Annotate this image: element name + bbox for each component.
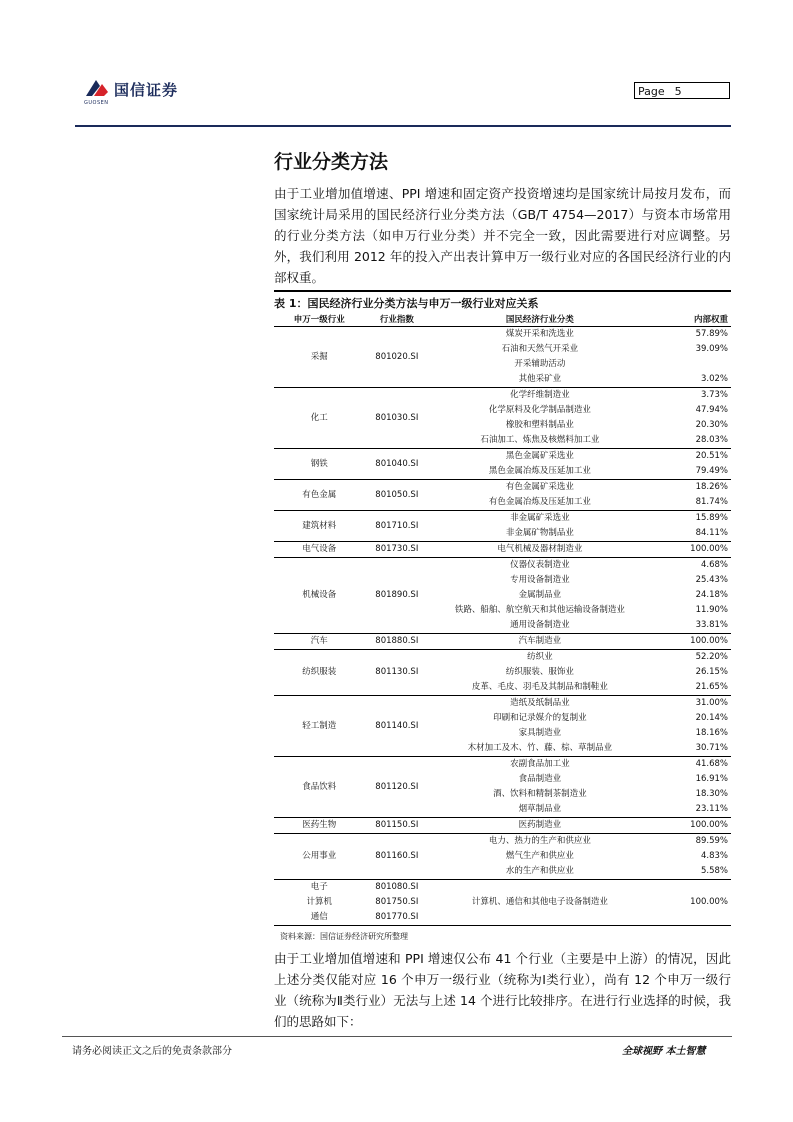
sub-industry-cell: 非金属矿物制品业 [505, 528, 574, 538]
weight-cell: 18.26% [651, 480, 731, 496]
industry-cell [274, 880, 364, 926]
weight-cell: 25.43% [695, 575, 728, 585]
table-row [274, 650, 731, 666]
weight-cell: 5.58% [700, 866, 728, 876]
table-row [274, 388, 731, 404]
page-number: 5 [674, 85, 682, 98]
weight-cell: 57.89% [651, 327, 731, 343]
sub-industry-cell: 木材加工及木、竹、藤、棕、草制品业 [467, 743, 613, 753]
index-cell: 801040.SI [364, 449, 429, 480]
table-header-row [274, 311, 731, 327]
weight-cell: 15.89% [651, 511, 731, 527]
index-cell: 801030.SI [364, 388, 429, 449]
weight-cell: 89.59% [651, 834, 731, 850]
sub-industry-cell: 酒、饮料和精制茶制造业 [493, 789, 587, 799]
weight-cell: 39.09% [695, 344, 728, 354]
index-cell: 801730.SI [364, 542, 429, 558]
table-row [274, 696, 731, 712]
sub-industry-cell: 开采辅助活动 [514, 359, 566, 369]
header-cell: 行业指数 [364, 311, 429, 327]
sub-industry-cell: 汽车制造业 [429, 634, 650, 650]
index-cell: 801140.SI [364, 696, 429, 757]
weight-cell: 84.11% [695, 528, 728, 538]
sub-industry-cell: 石油和天然气开采业 [501, 344, 579, 354]
sub-industry-cell: 金属制品业 [518, 590, 562, 600]
industry-cell: 食品饮料 [274, 757, 364, 818]
weight-cell: 4.68% [651, 558, 731, 574]
company-logo [84, 76, 204, 106]
sub-industry-cell: 通用设备制造业 [510, 620, 570, 630]
weight-cell: 100.00% [651, 634, 731, 650]
sub-industry-cell: 橡胶和塑料制品业 [505, 420, 574, 430]
index-cell: 801710.SI [364, 511, 429, 542]
weight-cell: 100.00% [651, 880, 731, 926]
industry-cell: 公用事业 [274, 834, 364, 880]
industry-cell: 建筑材料 [274, 511, 364, 542]
index-cell: 801050.SI [364, 480, 429, 511]
sub-industry-cell: 计算机、通信和其他电子设备制造业 [429, 880, 650, 926]
industry-name: 通信 [310, 912, 328, 922]
weight-cell: 18.16% [695, 728, 728, 738]
sub-industry-cell: 家具制造业 [518, 728, 562, 738]
sub-industry-cell: 农副食品加工业 [429, 757, 650, 773]
weight-cell: 4.83% [700, 851, 728, 861]
weight-cell: 81.74% [695, 497, 728, 507]
sub-industry-cell: 非金属矿采选业 [429, 511, 650, 527]
table-row [274, 542, 731, 558]
weight-cell: 3.02% [700, 374, 728, 384]
industry-cell: 轻工制造 [274, 696, 364, 757]
sub-industry-cell: 电力、热力的生产和供应业 [429, 834, 650, 850]
sub-industry-cell: 化学纤维制造业 [429, 388, 650, 404]
sub-industry-cell: 黑色金属冶炼及压延加工业 [488, 466, 591, 476]
index-code: 801770.SI [375, 912, 419, 922]
sub-industry-cell: 黑色金属矿采选业 [429, 449, 650, 465]
table-row [274, 480, 731, 496]
sub-industry-cell: 烟草制品业 [518, 804, 562, 814]
page-indicator [634, 82, 730, 99]
sub-industry-cell: 专用设备制造业 [510, 575, 570, 585]
weight-cell: 28.03% [695, 435, 728, 445]
index-cell: 801130.SI [364, 650, 429, 696]
weight-cell: 24.18% [695, 590, 728, 600]
weight-cell: 26.15% [695, 667, 728, 677]
sub-industry-cell: 皮革、毛皮、羽毛及其制品和制鞋业 [471, 682, 608, 692]
weight-cell: 52.20% [651, 650, 731, 666]
index-code: 801080.SI [375, 882, 419, 892]
weight-cell: 100.00% [651, 818, 731, 834]
sub-industry-cell: 煤炭开采和洗选业 [429, 327, 650, 343]
footer-disclaimer: 请务必阅读正文之后的免责条款部分 [72, 1046, 232, 1057]
table-row [274, 327, 731, 343]
weight-cell: 100.00% [651, 542, 731, 558]
industry-cell: 有色金属 [274, 480, 364, 511]
section-title: 行业分类方法 [274, 151, 389, 173]
sub-industry-cell: 其他采矿业 [518, 374, 562, 384]
sub-industry-cell: 造纸及纸制品业 [429, 696, 650, 712]
weight-cell: 79.49% [695, 466, 728, 476]
industry-cell: 化工 [274, 388, 364, 449]
industry-cell: 电气设备 [274, 542, 364, 558]
sub-industry-cell: 石油加工、炼焦及核燃料加工业 [480, 435, 600, 445]
sub-industry-cell: 水的生产和供应业 [505, 866, 574, 876]
header-cell: 申万一级行业 [274, 311, 364, 327]
table-row [274, 757, 731, 773]
weight-cell: 47.94% [695, 405, 728, 415]
index-cell: 801020.SI [364, 327, 429, 388]
page-label: Page [638, 85, 665, 98]
header-cell: 国民经济行业分类 [429, 311, 650, 327]
weight-cell: 31.00% [651, 696, 731, 712]
weight-cell: 41.68% [651, 757, 731, 773]
sub-industry-cell: 医药制造业 [429, 818, 650, 834]
sub-industry-cell: 燃气生产和供应业 [505, 851, 574, 861]
table-caption: 表 1：国民经济行业分类方法与申万一级行业对应关系 [274, 290, 731, 311]
table-row [274, 558, 731, 574]
weight-cell: 20.30% [695, 420, 728, 430]
sub-industry-cell: 食品制造业 [518, 774, 562, 784]
table-row [274, 880, 731, 926]
industry-cell: 纺织服装 [274, 650, 364, 696]
industry-cell: 采掘 [274, 327, 364, 388]
industry-mapping-table [274, 311, 731, 926]
table-row [274, 449, 731, 465]
industry-cell: 机械设备 [274, 558, 364, 634]
index-cell: 801150.SI [364, 818, 429, 834]
sub-industry-cell: 印刷和记录媒介的复制业 [493, 713, 587, 723]
header-rule [75, 125, 731, 127]
table-row [274, 818, 731, 834]
industry-cell: 汽车 [274, 634, 364, 650]
logo-subtext: GUOSEN [84, 100, 109, 106]
intro-paragraph: 由于工业增加值增速、PPI 增速和固定资产投资增速均是国家统计局按月发布，而国家统计局采用的国民经济行业分类方法（GB/T 4754—2017）与资本市场常用的行业分类方法（如申万行业分类）并不完全一致，因此需要进行对应调整。另外，我们利用 2012 年的投入产出表计算申万一级行业对应的各国民经济行业的内部权重。 [274, 186, 731, 285]
industry-name: 计算机 [306, 897, 332, 907]
table-row [274, 834, 731, 850]
weight-cell [651, 357, 731, 372]
index-code: 801750.SI [375, 897, 419, 907]
sub-industry-cell: 有色金属矿采选业 [429, 480, 650, 496]
logo-text: 国信证券 [114, 81, 179, 99]
index-cell: 801160.SI [364, 834, 429, 880]
sub-industry-cell: 化学原料及化学制品制造业 [488, 405, 591, 415]
weight-cell: 21.65% [695, 682, 728, 692]
sub-industry-cell: 仪器仪表制造业 [429, 558, 650, 574]
weight-cell: 11.90% [695, 605, 728, 615]
industry-cell: 医药生物 [274, 818, 364, 834]
index-cell: 801890.SI [364, 558, 429, 634]
header-cell: 内部权重 [651, 311, 731, 327]
index-cell: 801120.SI [364, 757, 429, 818]
index-cell [364, 880, 429, 926]
sub-industry-cell: 纺织服装、服饰业 [505, 667, 574, 677]
table-row [274, 634, 731, 650]
weight-cell: 23.11% [695, 804, 728, 814]
sub-industry-cell: 纺织业 [429, 650, 650, 666]
footer-slogan: 全球视野 本土智慧 [622, 1046, 706, 1057]
weight-cell: 20.14% [695, 713, 728, 723]
table-source: 资料来源：国信证券经济研究所整理 [280, 932, 408, 941]
industry-cell: 钢铁 [274, 449, 364, 480]
weight-cell: 30.71% [695, 743, 728, 753]
weight-cell: 16.91% [695, 774, 728, 784]
weight-cell: 33.81% [695, 620, 728, 630]
weight-cell: 3.73% [651, 388, 731, 404]
weight-cell: 20.51% [651, 449, 731, 465]
sub-industry-cell: 电气机械及器材制造业 [429, 542, 650, 558]
followup-paragraph: 由于工业增加值增速和 PPI 增速仅公布 41 个行业（主要是中上游）的情况，因此上述分类仅能对应 16 个申万一级行业（统称为Ⅰ类行业），尚有 12 个申万一级行业（统称为Ⅱ类行业）无法与上述 14 个进行比较排序。在进行行业选择的时候，我们的思路如下： [274, 951, 731, 1029]
industry-name: 电子 [310, 882, 328, 892]
weight-cell: 18.30% [695, 789, 728, 799]
sub-industry-cell: 铁路、船舶、航空航天和其他运输设备制造业 [454, 605, 625, 615]
index-cell: 801880.SI [364, 634, 429, 650]
table-row [274, 511, 731, 527]
footer-rule [62, 1036, 732, 1037]
sub-industry-cell: 有色金属冶炼及压延加工业 [488, 497, 591, 507]
logo-mark-icon [84, 76, 110, 98]
